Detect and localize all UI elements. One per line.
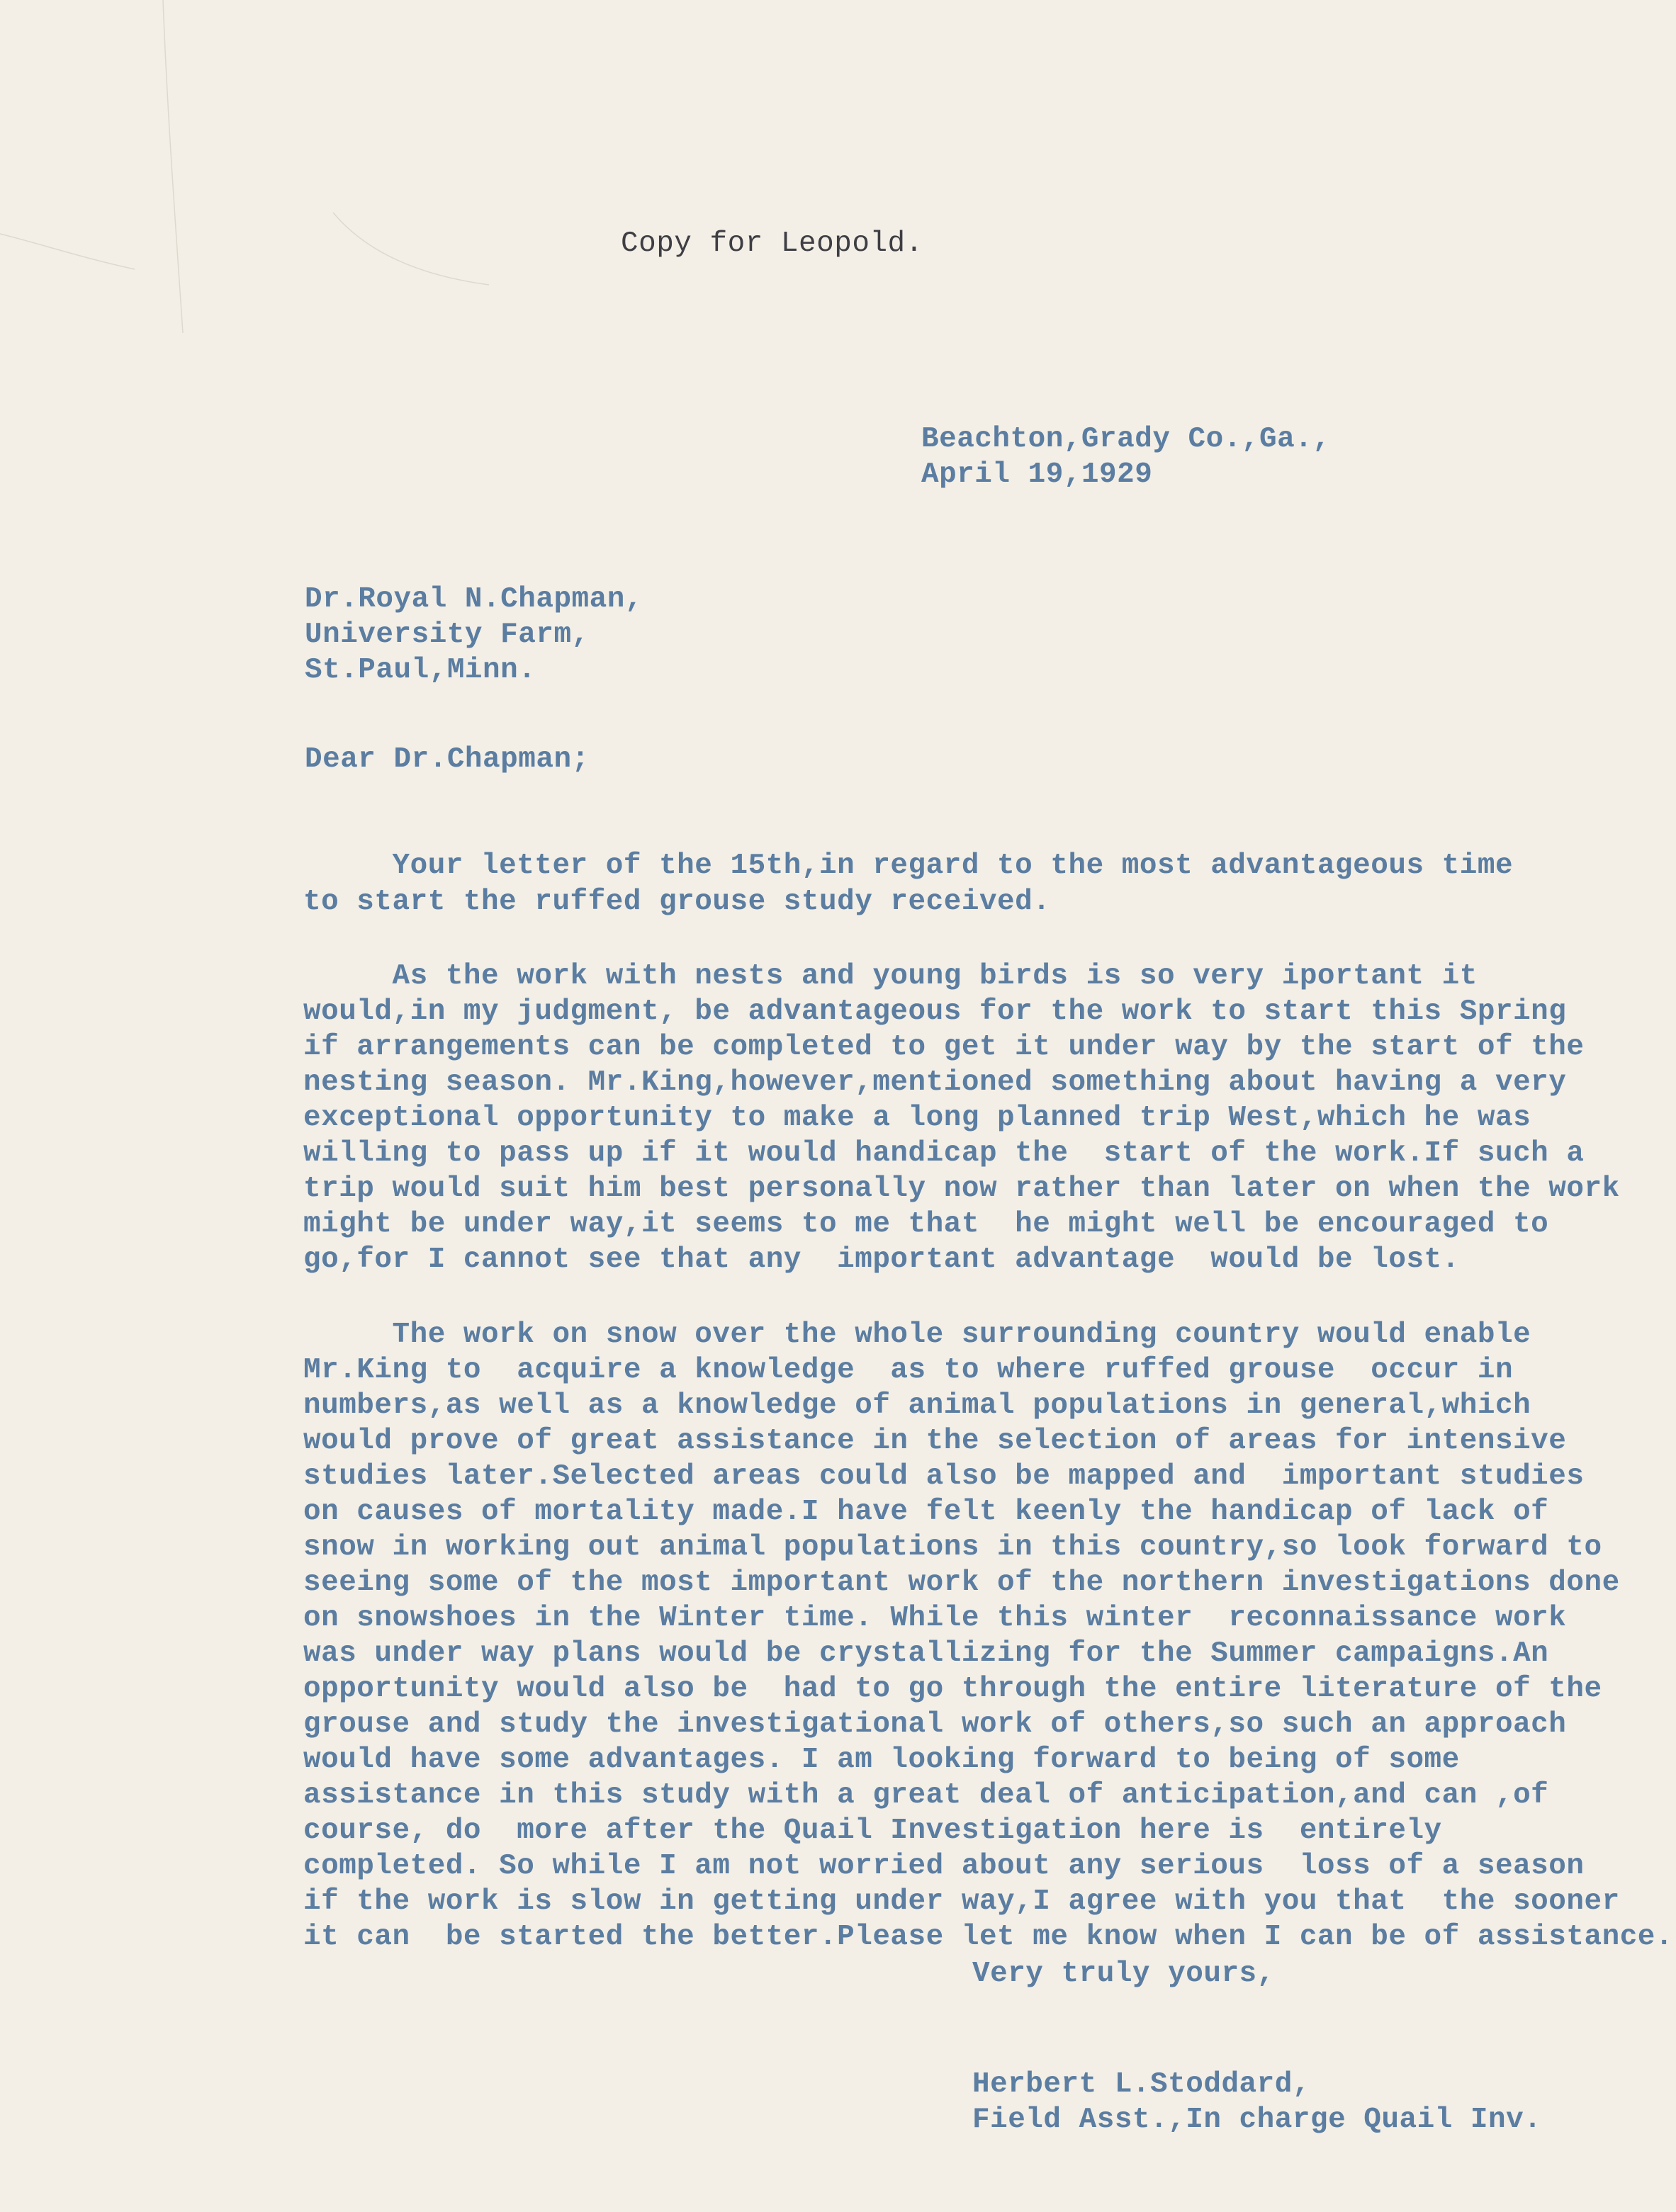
paragraph-line: As the work with nests and young birds is so very iportant it: [303, 960, 1478, 993]
paragraph-line: would prove of great assistance in the selection of areas for intensive: [303, 1425, 1567, 1457]
paragraph-line: Mr.King to acquire a knowledge as to where ruffed grouse occur in: [303, 1354, 1514, 1387]
paragraph-line: seeing some of the most important work of the northern investigations done: [303, 1567, 1620, 1599]
recipient-address-line: St.Paul,Minn.: [305, 654, 536, 687]
recipient-name: Dr.Royal N.Chapman,: [305, 583, 643, 616]
signature-title: Field Asst.,In charge Quail Inv.: [972, 2104, 1542, 2136]
paragraph-line: grouse and study the investigational work of others,so such an approach: [303, 1708, 1567, 1741]
paragraph-line: if arrangements can be completed to get it under way by the start of the: [303, 1031, 1585, 1063]
paragraph-line: it can be started the better.Please let me know when I can be of assistance.: [303, 1921, 1674, 1953]
paragraph-line: numbers,as well as a knowledge of animal populations in general,which: [303, 1389, 1531, 1422]
closing: Very truly yours,: [972, 1958, 1275, 1990]
paragraph-line: snow in working out animal populations in this country,so look forward to: [303, 1531, 1602, 1564]
paragraph-line: on snowshoes in the Winter time. While this winter reconnaissance work: [303, 1602, 1567, 1635]
signature-name: Herbert L.Stoddard,: [972, 2068, 1310, 2101]
paragraph-line: to start the ruffed grouse study received.: [303, 886, 1051, 918]
paragraph-line: if the work is slow in getting under way,I agree with you that the sooner: [303, 1885, 1620, 1918]
paragraph-line: was under way plans would be crystallizing for the Summer campaigns.An: [303, 1637, 1549, 1670]
paragraph-line: would,in my judgment, be advantageous for the work to start this Spring: [303, 995, 1567, 1028]
recipient-address-line: University Farm,: [305, 619, 590, 651]
salutation: Dear Dr.Chapman;: [305, 743, 590, 776]
paragraph-line: course, do more after the Quail Investigation here is entirely: [303, 1815, 1442, 1847]
paragraph-line: studies later.Selected areas could also be mapped and important studies: [303, 1460, 1585, 1493]
paragraph-line: nesting season. Mr.King,however,mentioned something about having a very: [303, 1066, 1567, 1099]
letter-date: April 19,1929: [921, 458, 1153, 491]
paragraph-line: Your letter of the 15th,in regard to the most advantageous time: [303, 850, 1514, 882]
paragraph-line: willing to pass up if it would handicap the start of the work.If such a: [303, 1137, 1585, 1170]
paragraph-line: assistance in this study with a great deal of anticipation,and can ,of: [303, 1779, 1549, 1812]
paragraph-line: on causes of mortality made.I have felt keenly the handicap of lack of: [303, 1496, 1549, 1528]
paragraph-line: go,for I cannot see that any important advantage would be lost.: [303, 1243, 1460, 1276]
paragraph-line: exceptional opportunity to make a long planned trip West,which he was: [303, 1102, 1531, 1134]
sender-location: Beachton,Grady Co.,Ga.,: [921, 423, 1331, 456]
paragraph-line: The work on snow over the whole surrounding country would enable: [303, 1319, 1531, 1351]
paragraph-line: completed. So while I am not worried about any serious loss of a season: [303, 1850, 1585, 1883]
copy-note: Copy for Leopold.: [621, 227, 923, 260]
paragraph-line: opportunity would also be had to go through the entire literature of the: [303, 1673, 1602, 1705]
paragraph-line: might be under way,it seems to me that he might well be encouraged to: [303, 1208, 1549, 1241]
paragraph-line: would have some advantages. I am looking forward to being of some: [303, 1744, 1460, 1776]
paragraph-line: trip would suit him best personally now rather than later on when the work: [303, 1173, 1620, 1205]
